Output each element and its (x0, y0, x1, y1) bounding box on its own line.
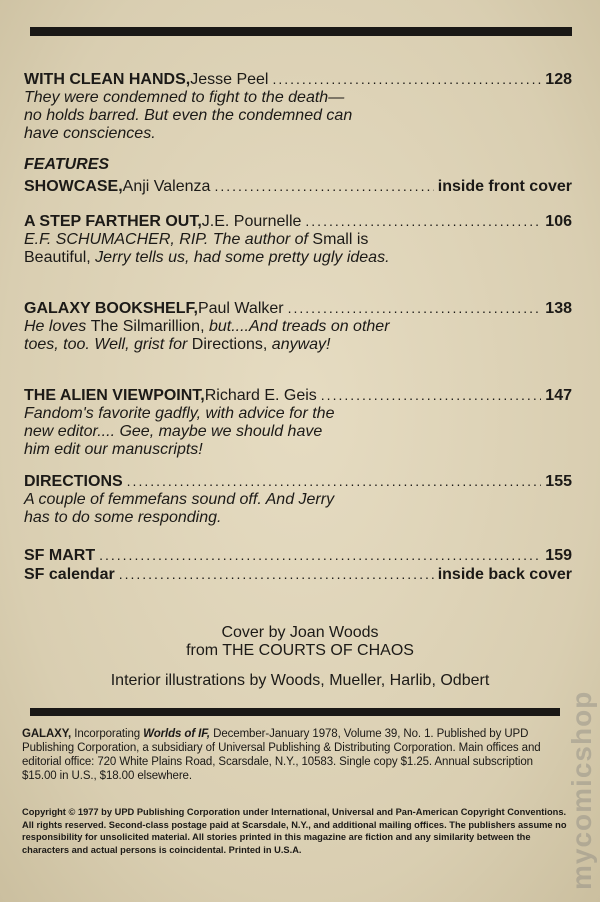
desc-line: new editor.... Gee, maybe we should have (24, 423, 323, 440)
section-label: FEATURES (24, 156, 110, 173)
entry-page: 106 (545, 213, 572, 230)
leader-dots (119, 565, 434, 584)
entry-title: THE ALIEN VIEWPOINT, (24, 387, 205, 404)
entry-title: GALAXY BOOKSHELF, (24, 300, 198, 317)
masthead-rule (30, 708, 560, 716)
entry-title: WITH CLEAN HANDS, (24, 71, 191, 88)
entry-page: 147 (545, 387, 572, 404)
leader-dots (272, 70, 541, 89)
entry-title: DIRECTIONS (24, 473, 123, 490)
leader-dots (127, 472, 542, 491)
entry-page: inside back cover (437, 566, 572, 583)
entry-page: 138 (545, 300, 572, 317)
entry-page: 159 (545, 547, 572, 564)
entry-author: J.E. Pournelle (201, 213, 302, 230)
toc-entry-with-clean-hands (24, 70, 572, 143)
interior-credit (0, 672, 600, 690)
interior-credit-line: Interior illustrations by Woods, Mueller, Harlib, Odbert (110, 672, 490, 689)
desc-part: He loves (24, 318, 91, 335)
desc-part: Directions, (191, 336, 268, 353)
watermark-text: mycomicshop (566, 690, 597, 890)
entry-description (24, 89, 444, 143)
entry-title: SHOWCASE, (24, 178, 123, 195)
entry-description (24, 405, 444, 459)
desc-line: have consciences. (24, 125, 156, 142)
masthead-text (22, 727, 570, 783)
entry-author: Richard E. Geis (204, 387, 317, 404)
entry-author: Paul Walker (197, 300, 284, 317)
masthead-rest: December-January 1978, Volume 39, No. 1. Published by UPD Publishing Corporation, a subsidiary of Universal Publishing & Distributing Corporation. Main offices and editorial office: 720 White Plains Road, Scarsdale, N.Y., 10583. Single copy $1.25. Annual subscription $15.00 in U.S., $18.00 elsewhere. (22, 728, 541, 782)
desc-part: but....And treads on other toes, too. Well, grist for (24, 318, 390, 353)
desc-part: is Beautiful, (24, 231, 369, 266)
leader-dots (321, 386, 542, 405)
entry-page: 155 (545, 473, 572, 490)
entry-page: 128 (545, 71, 572, 88)
desc-part: E.F. SCHUMACHER, RIP. The author of (24, 231, 313, 248)
desc-part: Small (312, 231, 353, 248)
entry-description (24, 318, 406, 354)
copyright-notice: Copyright © 1977 by UPD Publishing Corporation under International, Universal and Pan-American Copyright Conventions. All rights reserved. Second-class postage paid at Scarsdale, N.Y., and additional mailing offices. The publishers assume no responsibility for unsolicited material. All stories printed in this magazine are fiction and any similarity between the characters and actual persons is coincidental. Printed in U.S.A. (22, 807, 567, 855)
toc-entry-showcase (24, 177, 572, 196)
entry-description (24, 231, 409, 267)
top-rule (30, 27, 572, 36)
entry-author: Jesse Peel (190, 71, 269, 88)
watermark (558, 650, 598, 895)
desc-line: no holds barred. But even the condemned can (24, 107, 353, 124)
toc-entry-sf-mart (24, 546, 572, 565)
toc-entry-a-step-farther-out (24, 212, 572, 267)
entry-author: Anji Valenza (122, 178, 211, 195)
leader-dots (288, 299, 542, 318)
toc-entry-galaxy-bookshelf (24, 299, 572, 354)
desc-line: A couple of femmefans sound off. And Jerry (24, 491, 335, 508)
desc-part: anyway! (267, 336, 331, 353)
leader-dots (99, 546, 541, 565)
cover-credit (0, 624, 600, 660)
toc-entry-sf-calendar (24, 565, 572, 584)
entry-page: inside front cover (437, 178, 572, 195)
desc-part: Jerry tells us, had some pretty ugly ideas. (90, 249, 390, 266)
entry-title: SF MART (24, 547, 96, 564)
desc-line: They were condemned to fight to the death— (24, 89, 345, 106)
entry-description (24, 491, 444, 527)
desc-line: Fandom's favorite gadfly, with advice for the (24, 405, 335, 422)
desc-part: The Silmarillion, (90, 318, 205, 335)
toc-entry-directions (24, 472, 572, 527)
entry-title: SF calendar (24, 566, 115, 583)
masthead-lead: GALAXY, (22, 728, 72, 740)
masthead-worlds: Worlds of IF, (143, 728, 211, 740)
desc-line: has to do some responding. (24, 509, 222, 526)
cover-credit-line: Cover by Joan Woods (221, 624, 379, 641)
leader-dots (214, 177, 433, 196)
masthead-incorporating: Incorporating (71, 728, 144, 740)
toc-entry-the-alien-viewpoint (24, 386, 572, 459)
desc-line: him edit our manuscripts! (24, 441, 203, 458)
cover-credit-source: from THE COURTS OF CHAOS (186, 642, 414, 659)
leader-dots (305, 212, 541, 231)
entry-title: A STEP FARTHER OUT, (24, 213, 202, 230)
features-heading (24, 155, 572, 174)
